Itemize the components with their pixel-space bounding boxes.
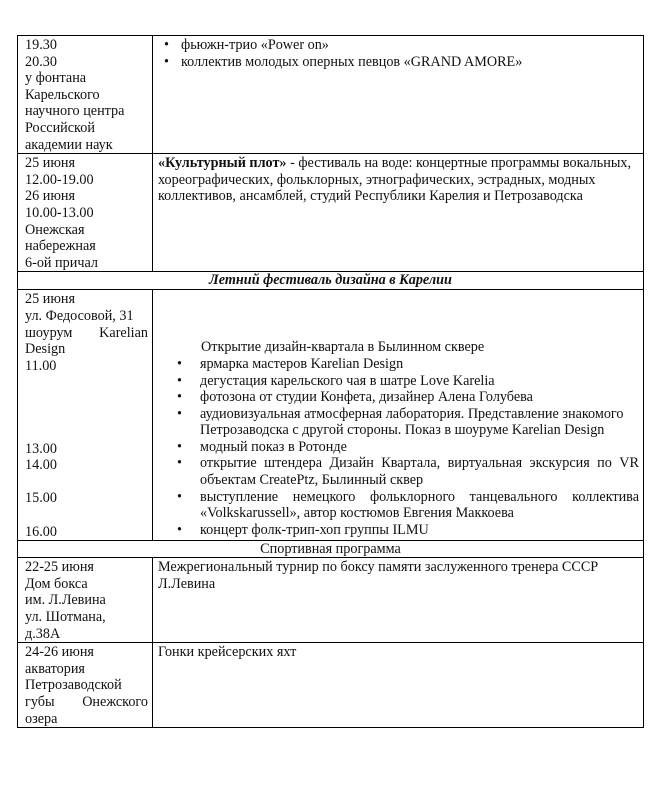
event-description: - фестиваль на воде: концертные программы вокальных, хореографических, фольклорных, этнографических, эстрадных, модных коллективов, ансамблей, студий Республики Карелия и Петрозаводска [158,155,631,205]
list-item: • модный показ в Ротонде [153,439,639,456]
location-line: Российской [25,119,95,136]
event-description-cell [153,36,644,154]
event-description-cell: Межрегиональный турнир по боксу памяти заслуженного тренера СССР Л.Левина [153,558,644,643]
time-location-cell [18,643,153,728]
location-line: Карельского [25,86,100,103]
location-line: научного центра [25,103,125,120]
performer-list [158,37,637,70]
date: 26 июня [25,188,76,205]
date: 25 июня [25,155,76,172]
section-header-row [18,541,644,558]
time-location-cell [18,558,153,643]
location-line: набережная [25,238,96,255]
table-row [18,558,644,643]
event-title: «Культурный плот» [158,155,287,172]
location-line: 6-ой причал [25,254,98,271]
table-row [18,290,644,541]
time: 15.00 [25,490,57,507]
location-line: Петрозаводской [25,677,122,694]
location-line: им. Л.Левина [25,592,106,609]
table-row [18,36,644,154]
time: 11.00 [25,357,57,374]
list-item: • фьюжн-трио «Power on» [158,37,637,54]
time: 19.30 [25,37,57,53]
location-word: Karelian [99,324,148,341]
program-list [153,356,639,539]
time: 10.00-13.00 [25,204,94,221]
section-header-row [18,272,644,290]
list-item: • коллектив молодых оперных певцов «GRAND AMORE» [158,54,637,71]
time: 16.00 [25,523,57,540]
location-line: у фонтана [25,70,87,87]
event-description-cell [153,290,644,541]
list-item: • выступление немецкого фольклорного танцевального коллектива «Volkskarussell», автор костюмов Евгения Маккоева [153,489,639,522]
event-intro: Открытие дизайн-квартала в Былинном сквере [201,339,485,356]
list-item: • ярмарка мастеров Karelian Design [153,356,639,373]
list-item: • дегустация карельского чая в шатре Love Karelia [153,373,639,390]
time-location-cell [18,290,153,541]
location-line [25,694,148,711]
date: 22-25 июня [25,559,94,576]
table-row [18,643,644,728]
event-description-cell [153,154,644,272]
time-location-cell [18,36,153,154]
location-line: академии наук [25,136,113,153]
location-line: ул. Федосовой, 31 [25,307,134,324]
location-word: Онежского [82,693,148,710]
event-description-cell: Гонки крейсерских яхт [153,643,644,728]
event-schedule-table [17,35,644,728]
location-line [25,325,148,342]
location-word: губы [25,693,55,710]
list-item: • аудиовизуальная атмосферная лаборатория. Представление знакомого Петрозаводска с другой стороны. Показ в шоуруме Karelian Design [153,406,639,439]
location-line: озера [25,710,58,727]
date: 25 июня [25,291,76,308]
location-line: акватория [25,660,85,677]
time: 14.00 [25,457,57,474]
section-title: Летний фестиваль дизайна в Карелии [18,272,644,290]
list-item: • фотозона от студии Конфета, дизайнер Алена Голубева [153,389,639,406]
time: 12.00-19.00 [25,171,94,188]
location-word: шоурум [25,324,73,341]
section-title: Спортивная программа [18,541,644,558]
date: 24-26 июня [25,644,94,661]
location-line: Дом бокса [25,575,88,592]
time-location-cell [18,154,153,272]
time: 13.00 [25,440,57,457]
list-item: • концерт фолк-трип-хоп группы ILMU [153,522,639,539]
list-item: • открытие штендера Дизайн Квартала, виртуальная экскурсия по VR объектам CreatePtz, Былинный сквер [153,455,639,488]
location-line: ул. Шотмана, [25,609,106,625]
location-line: д.38А [25,625,61,642]
location-line: Онежская [25,221,85,238]
location-line: Design [25,341,66,358]
time: 20.30 [25,53,57,70]
table-row [18,154,644,272]
